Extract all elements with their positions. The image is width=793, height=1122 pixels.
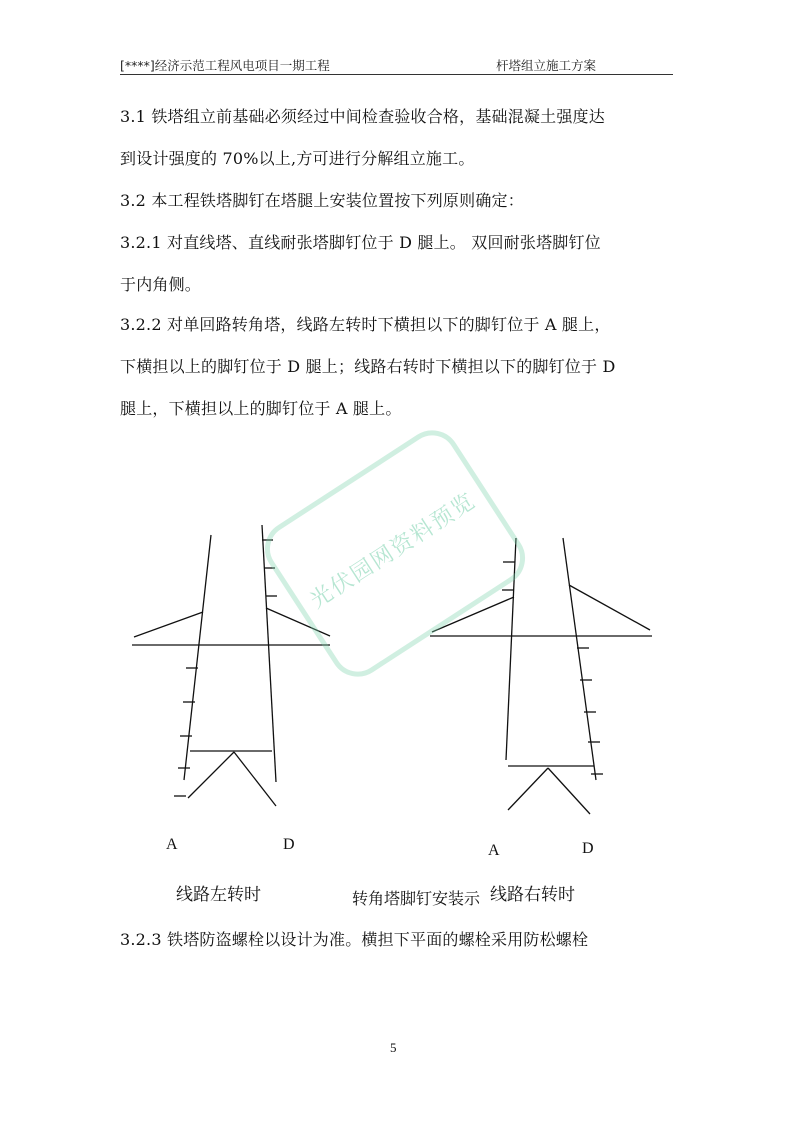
paragraph-3-2-1-line2: 于内角侧。 [120, 275, 202, 294]
page-number: 5 [390, 1040, 397, 1055]
left-tower-label-d: D [283, 836, 295, 853]
left-tower-label-a: A [166, 836, 178, 853]
paragraph-3-2-2-line2: 下横担以上的脚钉位于 D 腿上；线路右转时下横担以下的脚钉位于 D [120, 357, 616, 376]
caption-right-turn: 线路右转时 [490, 885, 575, 905]
paragraph-3-1-line1: 3.1 铁塔组立前基础必须经过中间检查验收合格，基础混凝土强度达 [120, 107, 605, 126]
paragraph-3-2-2-line1: 3.2.2 对单回路转角塔，线路左转时下横担以下的脚钉位于 A 腿上， [120, 315, 611, 334]
paragraph-3-1-line2: 到设计强度的 70%以上,方可进行分解组立施工。 [120, 149, 475, 168]
header-document-title: 杆塔组立施工方案 [496, 58, 597, 73]
caption-diagram-title: 转角塔脚钉安装示 [352, 889, 481, 908]
header-project-title: [****]经济示范工程风电项目一期工程 [120, 58, 330, 73]
paragraph-3-2: 3.2 本工程铁塔脚钉在塔腿上安装位置按下列原则确定： [120, 191, 524, 210]
right-tower-label-d: D [582, 840, 594, 857]
right-tower-leg-d [563, 538, 596, 780]
left-tower-v-left [188, 752, 234, 798]
right-tower-label-a: A [488, 842, 500, 859]
paragraph-3-2-2-line3: 腿上，下横担以上的脚钉位于 A 腿上。 [120, 399, 402, 418]
right-tower-right-arm [569, 585, 650, 630]
paragraph-3-2-1-line1: 3.2.1 对直线塔、直线耐张塔脚钉位于 D 腿上。 双回耐张塔脚钉位 [120, 233, 601, 252]
paragraph-3-2-3: 3.2.3 铁塔防盗螺栓以设计为准。横担下平面的螺栓采用防松螺栓 [120, 930, 589, 949]
left-tower-leg-a [184, 535, 211, 780]
caption-left-turn: 线路左转时 [176, 885, 261, 905]
right-tower-v-left [508, 768, 548, 810]
left-tower-v-right [234, 752, 276, 806]
right-tower-v-right [548, 768, 590, 814]
page-header [120, 56, 673, 75]
left-tower-left-arm [134, 612, 203, 637]
watermark-text: 光伏园网资料预览 [306, 488, 481, 614]
